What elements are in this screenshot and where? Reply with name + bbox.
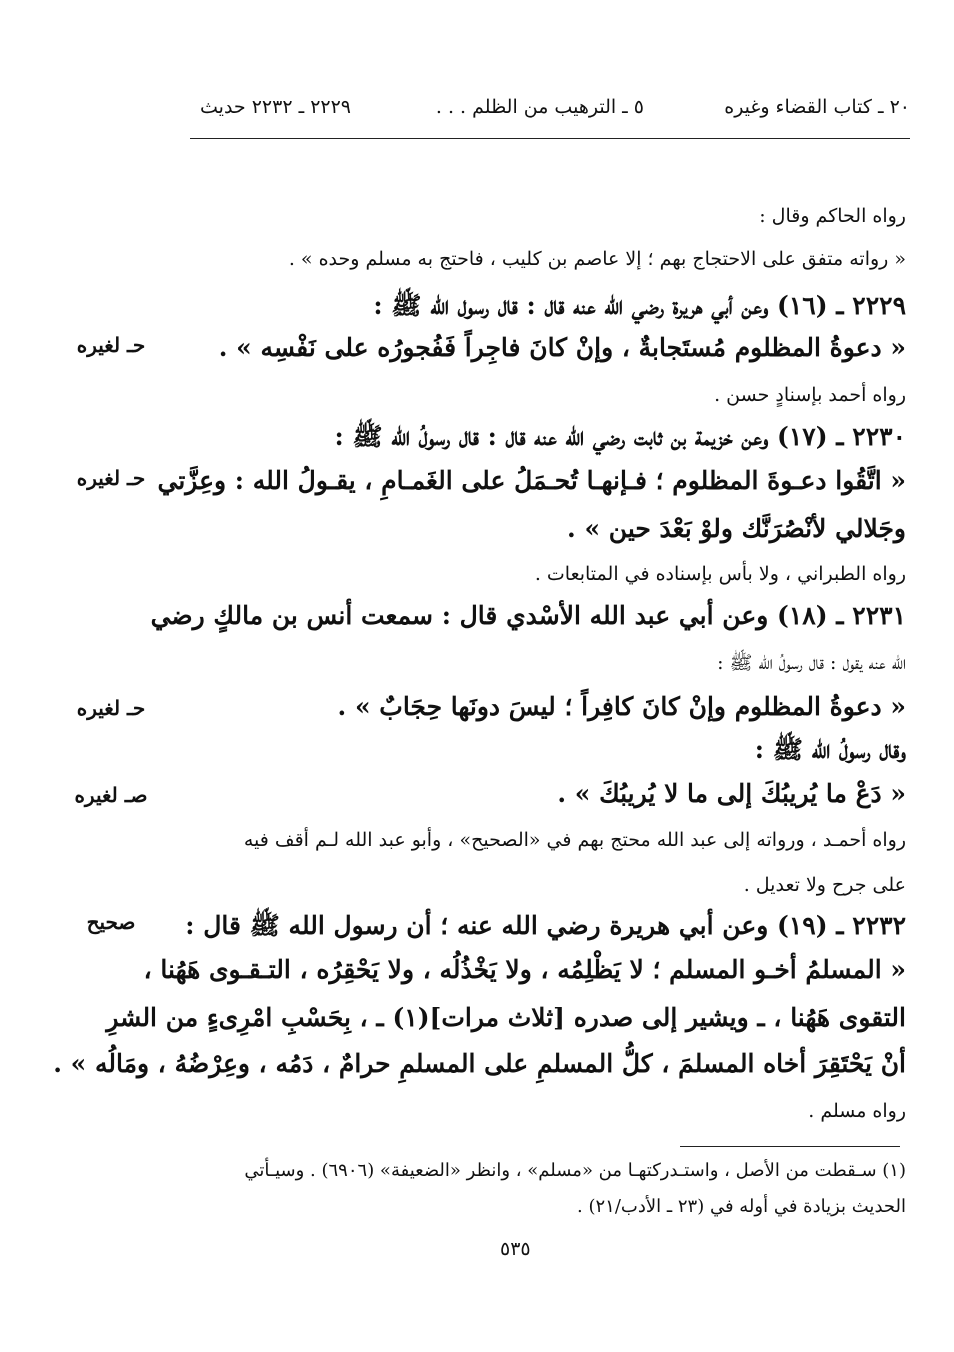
text-line: رواه الحاكم وقال : bbox=[759, 205, 906, 227]
narration-line: رواه أحمد بإسنادٍ حسن . bbox=[714, 384, 906, 406]
hadith-text: « المسلمُ أخـو المسلم ؛ لا يَظْلِمُه ، ولا يَخْذُلُه ، ولا يَحْقِرُه ، التـقـوى هَهُنا ، bbox=[143, 955, 906, 984]
footnote-line: الحديث بزيادة في أوله في (٢٣ ـ الأدب/٢١) . bbox=[577, 1196, 906, 1217]
header-chapter: ٢٠ ـ كتاب القضاء وغيره bbox=[724, 96, 910, 118]
text-line: « رواته متفق على الاحتجاج بهم ؛ إلا عاصم بن كليب ، فاحتج به مسلم وحده » . bbox=[288, 248, 906, 270]
text-line: وقال رسولُ الله ﷺ : bbox=[754, 735, 906, 764]
narration-line: على جرح ولا تعديل . bbox=[743, 874, 906, 896]
hadith-heading: ٢٢٢٩ ـ (١٦) وعن أبي هريرة رضي الله عنه قال : قال رسول الله ﷺ : bbox=[373, 291, 906, 320]
hadith-heading: ٢٢٣١ ـ (١٨) وعن أبي عبد الله الأسْدي قال : سمعت أنس بن مالكٍ رضي bbox=[150, 601, 906, 630]
hadith-text: « دعوةُ المظلوم مُستَجابةٌ ، وإنْ كانَ فاجِراً فَفُجورُه على نَفْسِه » . bbox=[218, 333, 906, 362]
hadith-text: وجَلالي لأنْصُرَنَّك ولوْ بَعْدَ حين » . bbox=[567, 514, 906, 543]
footnote-rule bbox=[680, 1146, 900, 1147]
hadith-heading: ٢٢٣٢ ـ (١٩) وعن أبي هريرة رضي الله عنه ؛ أن رسول الله ﷺ قال : bbox=[185, 911, 906, 940]
grade-note: صحيح bbox=[86, 910, 136, 934]
text-line: الله عنه يقول : قال رسولُ الله ﷺ : bbox=[717, 652, 906, 674]
footnote-line: (١) سـقطت من الأصل ، واستـدركتهـا من «مسلم» ، وانظر «الضعيفة» (٦٩٠٦) . وسيـأتي bbox=[244, 1160, 906, 1181]
grade-note: حـ لغيره bbox=[76, 696, 146, 720]
narration-line: رواه الطبراني ، ولا بأس بإسناده في المتابعات . bbox=[534, 563, 906, 585]
narration-line: رواه أحمـد ، ورواته إلى عبد الله محتج بهم في «الصحيح» ، وأبو عبد الله لـم أقف فيه bbox=[243, 829, 906, 851]
page-number: ٥٣٥ bbox=[500, 1238, 531, 1260]
hadith-text: « دَعْ ما يُريبُكَ إلى ما لا يُريبُكَ » . bbox=[557, 779, 906, 808]
grade-note: صـ لغيره bbox=[74, 783, 148, 807]
hadith-text: أنْ يَحْتَقِرَ أخاه المسلمَ ، كلُّ المسلمِ على المسلمِ حرامٌ ، دَمُه ، وعِرْضُهُ ، ومَالُه » . bbox=[53, 1049, 906, 1078]
hadith-heading: ٢٢٣٠ ـ (١٧) وعن خزيمة بن ثابت رضي الله عنه قال : قال رسولُ الله ﷺ : bbox=[334, 422, 906, 451]
header-section: ٥ ـ الترهيب من الظلم . . . bbox=[435, 96, 644, 118]
header-hadith-range: ٢٢٢٩ ـ ٢٢٣٢ حديث bbox=[200, 96, 352, 118]
grade-note: حـ لغيره bbox=[76, 333, 146, 357]
header-rule bbox=[190, 138, 910, 139]
grade-note: حـ لغيره bbox=[76, 466, 146, 490]
hadith-text: التقوى هَهُنا ، ـ ويشير إلى صدره [ثلاث مرات](١) ـ ، بِحَسْبِ امْرِىءٍ من الشرِ bbox=[106, 1003, 906, 1032]
narration-line: رواه مسلم . bbox=[808, 1100, 906, 1122]
hadith-text: « دعوةُ المظلوم وإنْ كانَ كافِراً ؛ ليسَ دونَها حِجَابٌ » . bbox=[337, 692, 906, 721]
hadith-text: « اتَّقُوا دعـوةَ المظلوم ؛ فـإنهـا تُحـمَلُ على الغَمـامِ ، يقـولُ الله : وعِزَّتي bbox=[157, 466, 906, 495]
